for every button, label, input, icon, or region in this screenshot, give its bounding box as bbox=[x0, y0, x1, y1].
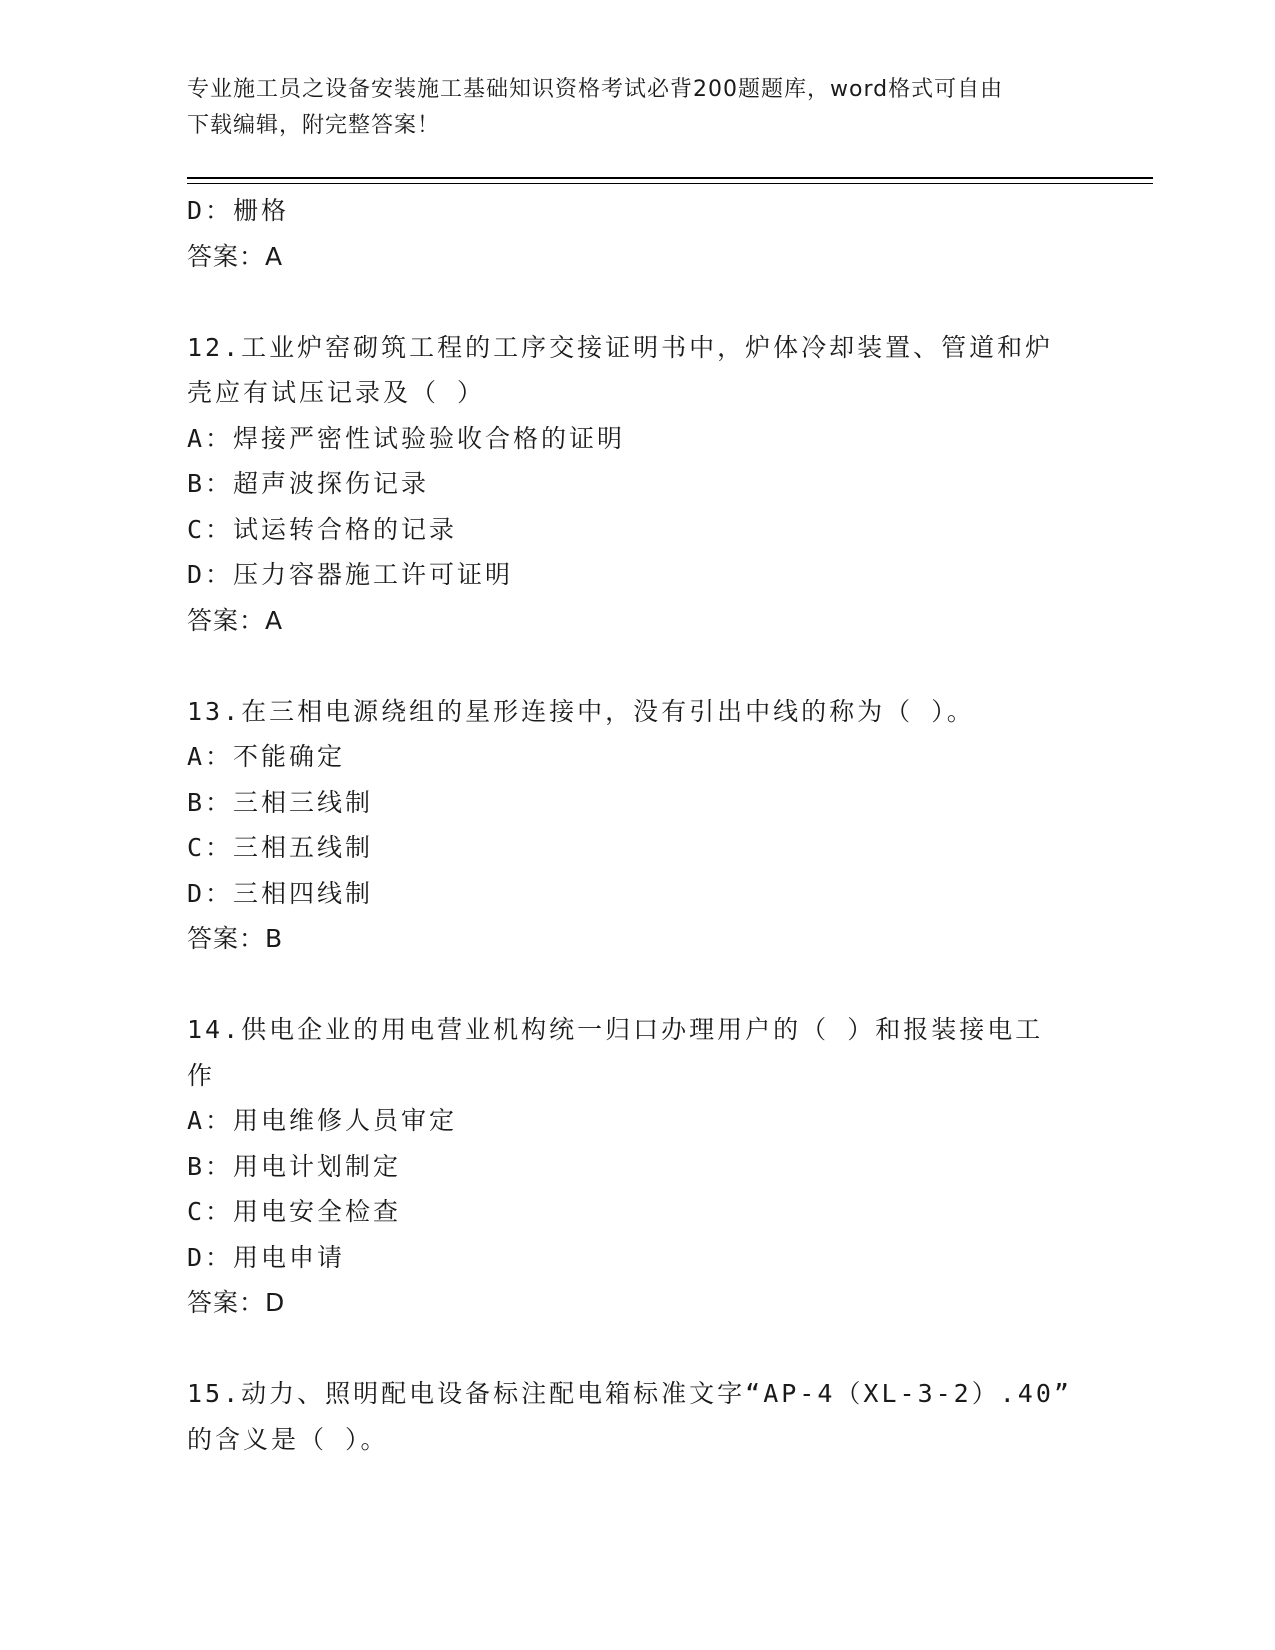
answer-label: 答案：A bbox=[187, 241, 284, 271]
option-a: A：用电维修人员审定 bbox=[187, 1106, 458, 1135]
question-stem-line-1: 15.动力、照明配电设备标注配电箱标准文字“AP-4（XL-3-2）.40” bbox=[187, 1379, 1072, 1408]
question-14 bbox=[187, 1007, 1087, 1326]
option-d: D：压力容器施工许可证明 bbox=[187, 560, 514, 589]
question-13 bbox=[187, 689, 1087, 962]
option-b: B：超声波探伤记录 bbox=[187, 469, 430, 498]
option-c: C：三相五线制 bbox=[187, 833, 374, 862]
header-title-line-2: 下载编辑，附完整答案！ bbox=[187, 113, 441, 138]
question-stem-line-1: 12.工业炉窑砌筑工程的工序交接证明书中，炉体冷却装置、管道和炉 bbox=[187, 332, 1054, 362]
question-stem-line-2: 作 bbox=[187, 1060, 216, 1090]
question-12 bbox=[187, 325, 1087, 644]
option-d: D：栅格 bbox=[187, 196, 290, 225]
option-c: C：试运转合格的记录 bbox=[187, 514, 458, 544]
question-list bbox=[187, 188, 1087, 1462]
header-title-line-1: 专业施工员之设备安装施工基础知识资格考试必背200题题库，word格式可自由 bbox=[187, 77, 1004, 102]
option-d: D：用电申请 bbox=[187, 1242, 346, 1272]
question-stem-line-2: 壳应有试压记录及（ ） bbox=[187, 378, 486, 407]
answer-label: 答案：A bbox=[187, 605, 284, 635]
option-a: A：不能确定 bbox=[187, 742, 346, 771]
option-b: B：用电计划制定 bbox=[187, 1151, 402, 1181]
question-stem-line-1: 13.在三相电源绕组的星形连接中，没有引出中线的称为（ ）。 bbox=[187, 696, 975, 726]
option-c: C：用电安全检查 bbox=[187, 1197, 402, 1226]
question-stem-line-1: 14.供电企业的用电营业机构统一归口办理用户的（ ）和报装接电工 bbox=[187, 1015, 1044, 1044]
answer-label: 答案：B bbox=[187, 924, 284, 953]
answer-label: 答案：D bbox=[187, 1288, 286, 1317]
question-stem-line-2: 的含义是（ ）。 bbox=[187, 1424, 389, 1454]
header-divider-thin bbox=[187, 183, 1153, 184]
option-d: D：三相四线制 bbox=[187, 878, 374, 908]
option-a: A：焊接严密性试验验收合格的证明 bbox=[187, 423, 626, 453]
document-header bbox=[187, 72, 1067, 144]
header-divider-thick bbox=[187, 177, 1153, 179]
option-b: B：三相三线制 bbox=[187, 787, 374, 817]
question-11-tail bbox=[187, 188, 1087, 279]
question-15 bbox=[187, 1371, 1087, 1462]
